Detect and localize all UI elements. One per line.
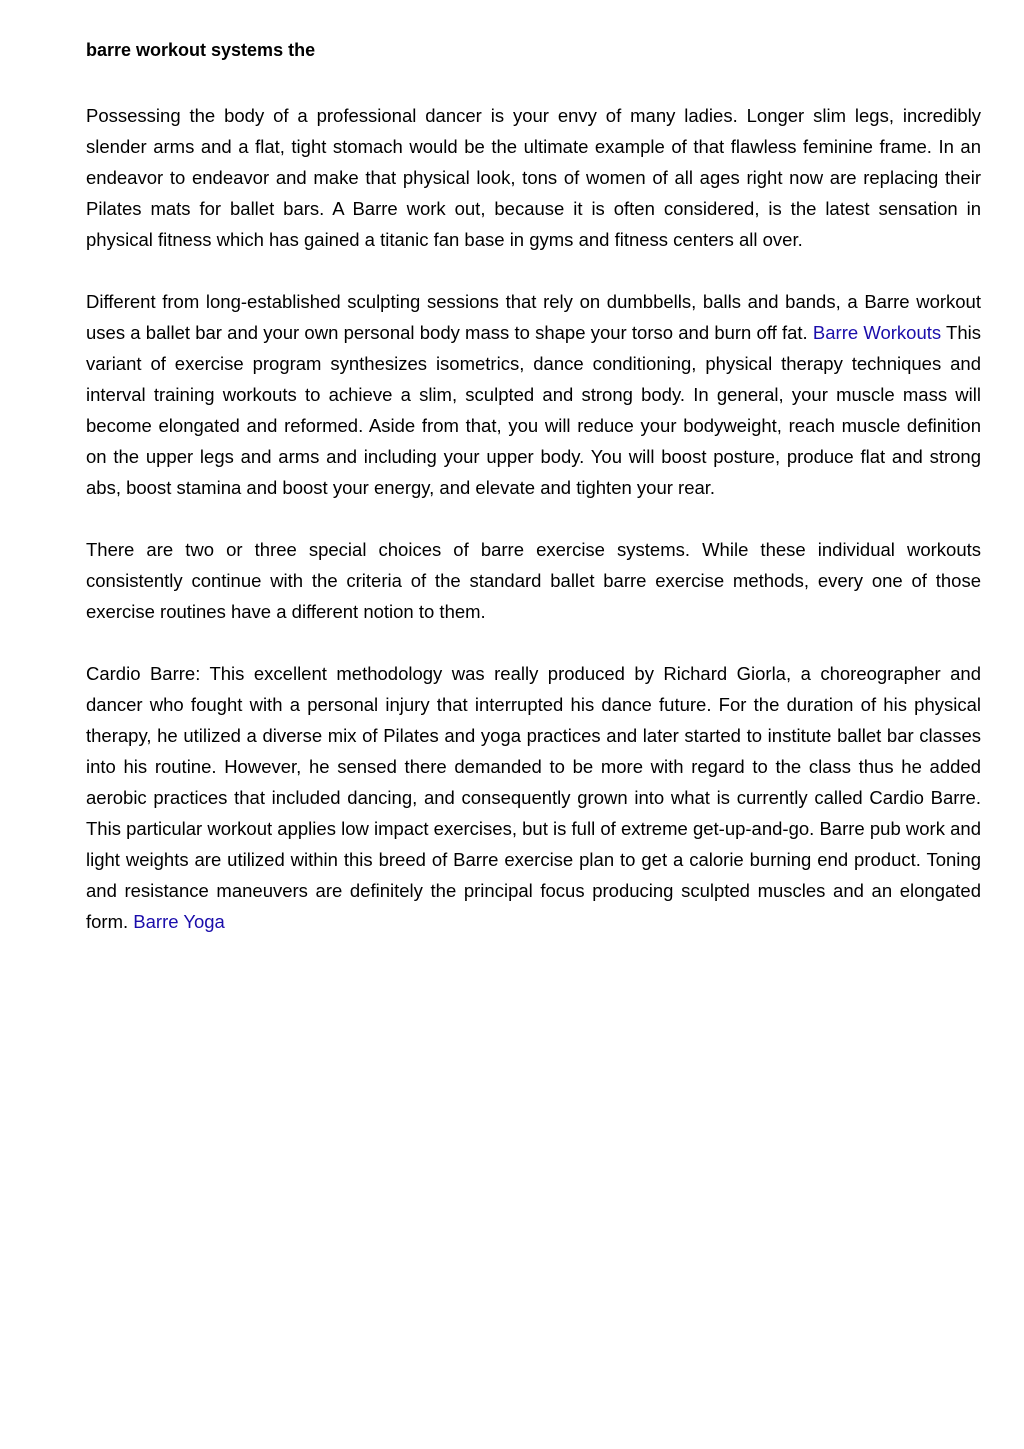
paragraph-3-text: There are two or three special choices of barre exercise systems. While these individual workouts consistently continue with the criteria of the standard ballet barre exercise methods, every one of those exercise routines have a different notion to them. <box>86 539 981 622</box>
paragraph-4-text: Cardio Barre: This excellent methodology was really produced by Richard Giorla, a choreographer and dancer who fought with a personal injury that interrupted his dance future. For the duration of his physical therapy, he utilized a diverse mix of Pilates and yoga practices and later started to institute ballet bar classes into his routine. However, he sensed there demanded to be more with regard to the class thus he added aerobic practices that included dancing, and consequently grown into what is currently called Cardio Barre. This particular workout applies low impact exercises, but is full of extreme get-up-and-go. Barre pub work and light weights are utilized within this breed of Barre exercise plan to get a calorie burning end product. Toning and resistance maneuvers are definitely the principal focus producing sculpted muscles and an elongated form. <box>86 663 981 932</box>
paragraph-1 <box>86 100 981 255</box>
document-page <box>86 38 981 968</box>
paragraph-3 <box>86 534 981 627</box>
paragraph-2 <box>86 286 981 503</box>
paragraph-4 <box>86 658 981 937</box>
paragraph-2-text-after: This variant of exercise program synthesizes isometrics, dance conditioning, physical therapy techniques and interval training workouts to achieve a slim, sculpted and strong body. In general, your muscle mass will become elongated and reformed. Aside from that, you will reduce your bodyweight, reach muscle definition on the upper legs and arms and including your upper body. You will boost posture, produce flat and strong abs, boost stamina and boost your energy, and elevate and tighten your rear. <box>86 322 981 498</box>
barre-yoga-link[interactable]: Barre Yoga <box>133 911 225 932</box>
paragraph-2-text-before: Different from long-established sculpting sessions that rely on dumbbells, balls and bands, a Barre workout uses a ballet bar and your own personal body mass to shape your torso and burn off fat. <box>86 291 981 343</box>
paragraph-1-text: Possessing the body of a professional dancer is your envy of many ladies. Longer slim legs, incredibly slender arms and a flat, tight stomach would be the ultimate example of that flawless feminine frame. In an endeavor to endeavor and make that physical look, tons of women of all ages right now are replacing their Pilates mats for ballet bars. A Barre work out, because it is often considered, is the latest sensation in physical fitness which has gained a titanic fan base in gyms and fitness centers all over. <box>86 105 981 250</box>
barre-workouts-link[interactable]: Barre Workouts <box>812 322 942 343</box>
document-title: barre workout systems the <box>86 40 316 60</box>
